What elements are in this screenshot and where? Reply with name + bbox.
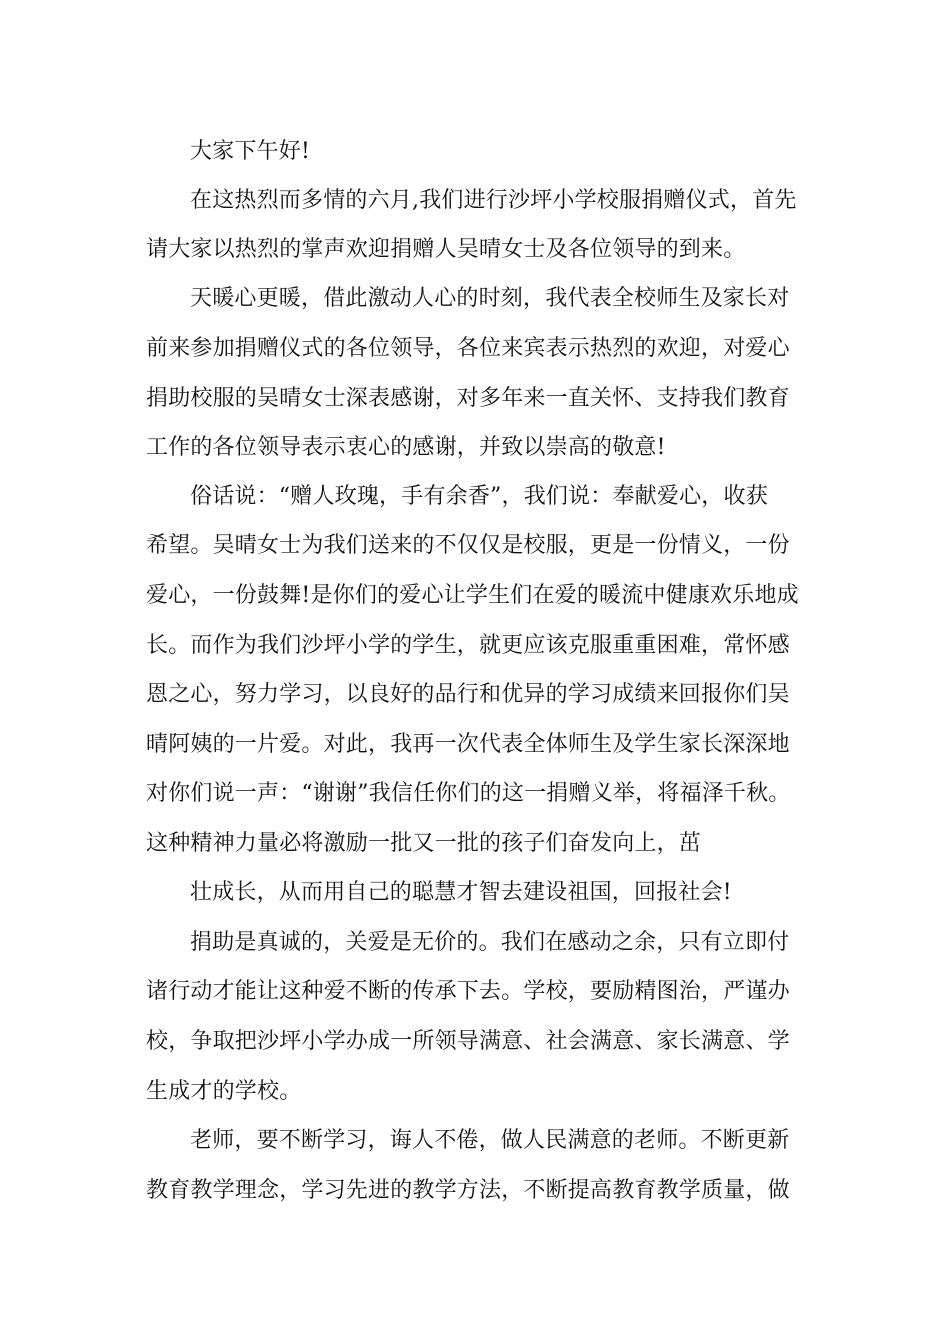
text-line: 教育教学理念，学习先进的教学方法，不断提高教育教学质量，做 <box>146 1178 790 1203</box>
text-line: 校，争取把沙坪小学办成一所领导满意、社会满意、家长满意、学 <box>146 1029 790 1054</box>
text-line: 对你们说一声：“谢谢”我信任你们的这一捐赠义举，将福泽千秋。 <box>146 781 791 806</box>
text-line: 诸行动才能让这种爱不断的传承下去。学校，要励精图治，严谨办 <box>146 979 790 1004</box>
text-line: 大家下午好! <box>190 139 311 164</box>
text-line: 请大家以热烈的掌声欢迎捐赠人吴晴女士及各位领导的到来。 <box>146 237 746 262</box>
text-line: 恩之心，努力学习，以良好的品行和优异的学习成绩来回报你们吴 <box>146 682 790 707</box>
text-line: 工作的各位领导表示衷心的感谢，并致以崇高的敬意! <box>146 435 666 460</box>
text-line: 壮成长，从而用自己的聪慧才智去建设祖国，回报社会! <box>190 880 732 905</box>
text-line: 捐助是真诚的，关爱是无价的。我们在感动之余，只有立即付 <box>190 930 790 955</box>
text-line: 晴阿姨的一片爱。对此，我再一次代表全体师生及学生家长深深地 <box>146 732 790 757</box>
text-line: 生成才的学校。 <box>146 1079 302 1104</box>
text-line: 前来参加捐赠仪式的各位领导，各位来宾表示热烈的欢迎，对爱心 <box>146 336 790 361</box>
text-line: 在这热烈而多情的六月,我们进行沙坪小学校服捐赠仪式，首先 <box>190 188 797 213</box>
text-line: 老师，要不断学习，诲人不倦，做人民满意的老师。不断更新 <box>190 1128 790 1153</box>
text-line: 捐助校服的吴晴女士深表感谢，对多年来一直关怀、支持我们教育 <box>146 386 790 411</box>
text-line: 俗话说：“赠人玫瑰，手有余香”，我们说：奉献爱心，收获 <box>190 484 768 509</box>
text-line: 天暖心更暖，借此激动人心的时刻，我代表全校师生及家长对 <box>190 286 790 311</box>
text-line: 长。而作为我们沙坪小学的学生，就更应该克服重重困难，常怀感 <box>146 633 790 658</box>
text-line: 爱心，一份鼓舞!是你们的爱心让学生们在爱的暖流中健康欢乐地成 <box>146 583 799 608</box>
text-line: 希望。吴晴女士为我们送来的不仅仅是校服，更是一份情义，一份 <box>146 533 790 558</box>
text-line: 这种精神力量必将激励一批又一批的孩子们奋发向上，茁 <box>146 831 702 856</box>
